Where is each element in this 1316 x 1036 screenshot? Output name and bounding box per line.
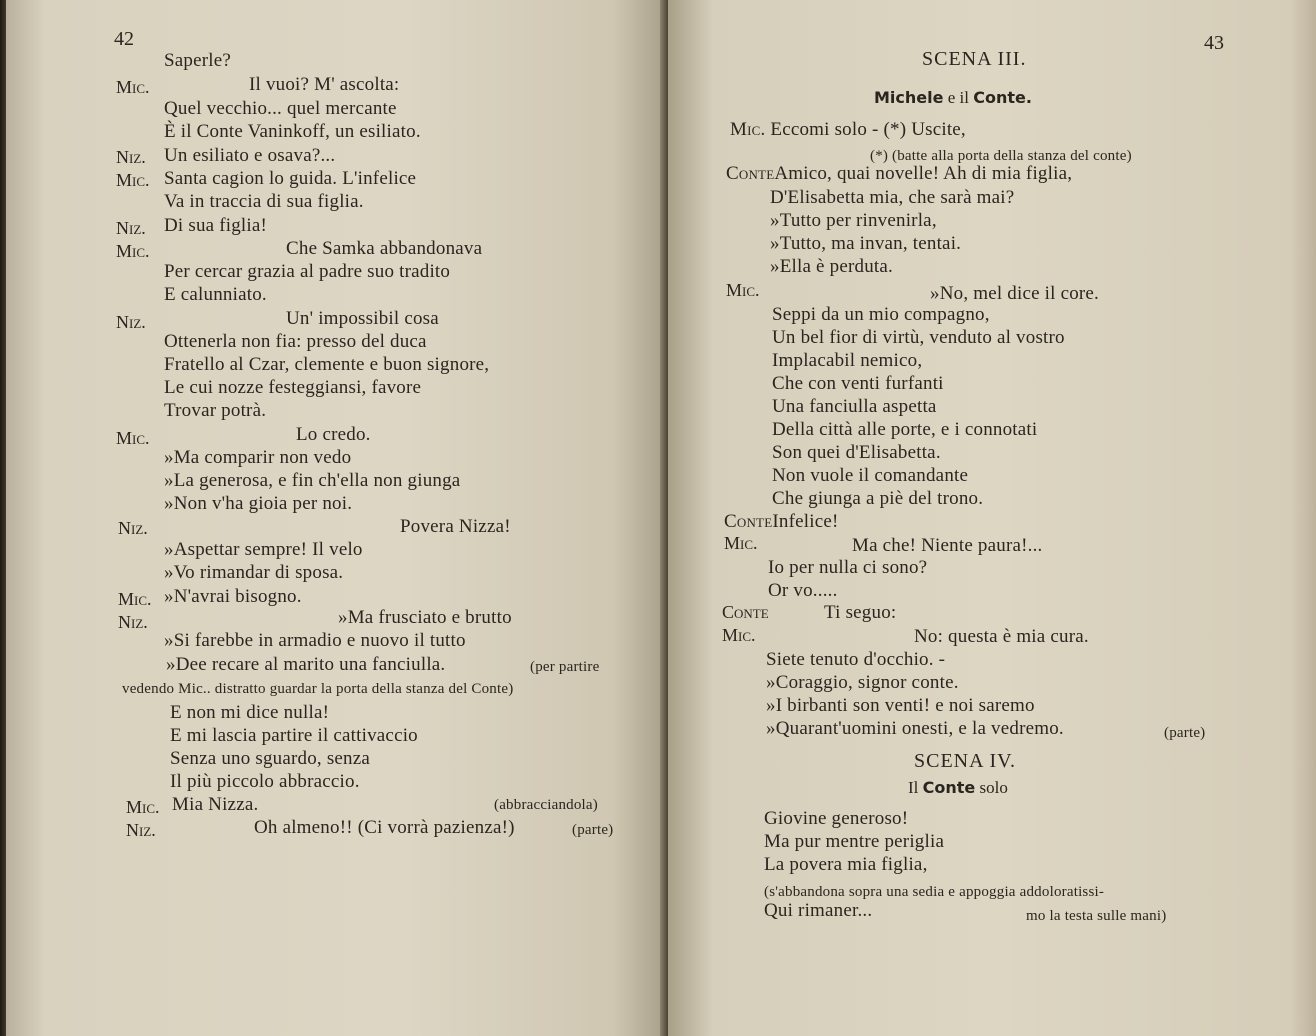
text-line: Ma pur mentre periglia <box>764 831 945 852</box>
text-line: Che con venti furfanti <box>772 373 944 394</box>
text-line: »Aspettar sempre! Il velo <box>164 539 363 560</box>
speaker: Niz. <box>126 820 156 840</box>
text-line: »Vo rimandar di sposa. <box>164 562 344 583</box>
character-article: Il <box>908 778 919 797</box>
right-page <box>668 0 1316 1036</box>
text-line: Qui rimaner... <box>764 900 873 921</box>
text-line: Infelice! <box>772 511 839 532</box>
text-line: Seppi da un mio compagno, <box>772 304 990 325</box>
character-name: Conte <box>922 778 976 797</box>
text-line: Mia Nizza. <box>172 794 259 815</box>
stage-direction: (s'abbandona sopra una sedia e appoggia addoloratissi- <box>764 884 1105 900</box>
speaker: Conte <box>722 602 769 622</box>
speaker: Niz. <box>116 147 146 167</box>
text-line: Fratello al Czar, clemente e buon signore, <box>164 354 490 375</box>
stage-direction: mo la testa sulle mani) <box>1026 908 1167 924</box>
text-line: Eccomi solo - (*) Uscite, <box>770 119 966 140</box>
text-line: »Coraggio, signor conte. <box>766 672 959 693</box>
text-line: Ti seguo: <box>824 602 897 623</box>
text-line: Trovar potrà. <box>164 400 267 421</box>
speaker: Mic. <box>722 625 756 645</box>
scene-characters <box>908 778 1008 798</box>
speaker-line <box>730 119 966 141</box>
text-line: »La generosa, e fin ch'ella non giunga <box>164 470 461 491</box>
stage-direction: (parte) <box>1164 725 1206 741</box>
text-line: No: questa è mia cura. <box>914 626 1089 647</box>
text-line: Una fanciulla aspetta <box>772 396 937 417</box>
speaker: Mic. <box>730 119 766 140</box>
speaker: Mic. <box>116 428 150 448</box>
speaker: Conte <box>724 511 773 532</box>
stage-direction: (parte) <box>572 822 614 838</box>
text-line: Di sua figlia! <box>164 215 268 236</box>
text-line: Saperle? <box>164 50 232 71</box>
text-line: Ma che! Niente paura!... <box>852 535 1043 556</box>
text-line: Io per nulla ci sono? <box>768 557 928 578</box>
conjunction: e il <box>947 88 969 107</box>
scene-characters <box>874 88 1032 108</box>
text-line: Le cui nozze festeggiansi, favore <box>164 377 422 398</box>
speaker: Mic. <box>116 241 150 261</box>
text-line: Che giunga a piè del trono. <box>772 488 984 509</box>
text-line: E non mi dice nulla! <box>170 702 330 723</box>
scene-title: SCENA III. <box>922 48 1027 70</box>
speaker: Niz. <box>118 612 148 632</box>
text-line: »No, mel dice il core. <box>930 283 1100 304</box>
footnote: (*) (batte alla porta della stanza del conte) <box>870 148 1132 164</box>
text-line: Siete tenuto d'occhio. - <box>766 649 946 670</box>
text-line: »Dee recare al marito una fanciulla. <box>166 654 446 675</box>
text-line: »Tutto, ma invan, tentai. <box>770 233 962 254</box>
text-line: Giovine generoso! <box>764 808 909 829</box>
stage-direction: (abbracciandola) <box>494 797 598 813</box>
text-line: »Ma comparir non vedo <box>164 447 352 468</box>
text-line: Per cercar grazia al padre suo tradito <box>164 261 451 282</box>
text-line: Un' impossibil cosa <box>286 308 439 329</box>
character-note: solo <box>979 778 1008 797</box>
speaker: Niz. <box>116 218 146 238</box>
text-line: »Non v'ha gioia per noi. <box>164 493 353 514</box>
stage-direction: vedendo Mic.. distratto guardar la porta della stanza del Conte) <box>122 681 514 697</box>
text-line: Un esiliato e osava?... <box>164 145 336 166</box>
text-line: Della città alle porte, e i connotati <box>772 419 1038 440</box>
text-line: E mi lascia partire il cattivaccio <box>170 725 418 746</box>
speaker-line <box>726 163 1072 185</box>
text-line: Lo credo. <box>296 424 371 445</box>
text-line: »N'avrai bisogno. <box>164 586 302 607</box>
text-line: »Ma frusciato e brutto <box>338 607 512 628</box>
text-line: Ottenerla non fia: presso del duca <box>164 331 427 352</box>
speaker: Niz. <box>118 518 148 538</box>
text-line: »Ella è perduta. <box>770 256 893 277</box>
speaker: Mic. <box>116 170 150 190</box>
text-line: »I birbanti son venti! e noi saremo <box>766 695 1035 716</box>
text-line: Il vuoi? M' ascolta: <box>249 74 400 95</box>
text-line: È il Conte Vaninkoff, un esiliato. <box>164 121 421 142</box>
text-line: Non vuole il comandante <box>772 465 969 486</box>
text-line: Va in traccia di sua figlia. <box>164 191 364 212</box>
text-line: La povera mia figlia, <box>764 854 928 875</box>
page-number-left: 42 <box>114 28 134 50</box>
text-line: Oh almeno!! (Ci vorrà pazienza!) <box>254 817 515 838</box>
text-line: »Tutto per rinvenirla, <box>770 210 937 231</box>
text-line: Santa cagion lo guida. L'infelice <box>164 168 417 189</box>
speaker: Mic. <box>118 589 152 609</box>
text-line: »Quarant'uomini onesti, e la vedremo. <box>766 718 1064 739</box>
text-line: Son quei d'Elisabetta. <box>772 442 941 463</box>
speaker: Mic. <box>126 797 160 817</box>
text-line: Senza uno sguardo, senza <box>170 748 371 769</box>
page-number-right: 43 <box>1204 32 1224 54</box>
text-line: Che Samka abbandonava <box>286 238 483 259</box>
text-line: D'Elisabetta mia, che sarà mai? <box>770 187 1015 208</box>
text-line: Quel vecchio... quel mercante <box>164 98 397 119</box>
speaker: Mic. <box>726 280 760 300</box>
speaker: Mic. <box>724 533 758 553</box>
text-line: Un bel fior di virtù, venduto al vostro <box>772 327 1065 348</box>
speaker: Mic. <box>116 77 150 97</box>
character-name: Michele <box>874 88 944 107</box>
left-page <box>6 0 666 1036</box>
text-line: Amico, quai novelle! Ah di mia figlia, <box>774 163 1073 184</box>
scene-title: SCENA IV. <box>914 750 1016 772</box>
text-line: Implacabil nemico, <box>772 350 923 371</box>
speaker: Niz. <box>116 312 146 332</box>
text-line: Or vo..... <box>768 580 838 601</box>
text-line: »Si farebbe in armadio e nuovo il tutto <box>164 630 466 651</box>
speaker: Conte <box>726 163 775 184</box>
text-line: Il più piccolo abbraccio. <box>170 771 360 792</box>
stage-direction: (per partire <box>530 659 600 675</box>
speaker-line <box>724 511 838 533</box>
text-line: E calunniato. <box>164 284 267 305</box>
character-name: Conte. <box>973 88 1032 107</box>
text-line: Povera Nizza! <box>400 516 511 537</box>
